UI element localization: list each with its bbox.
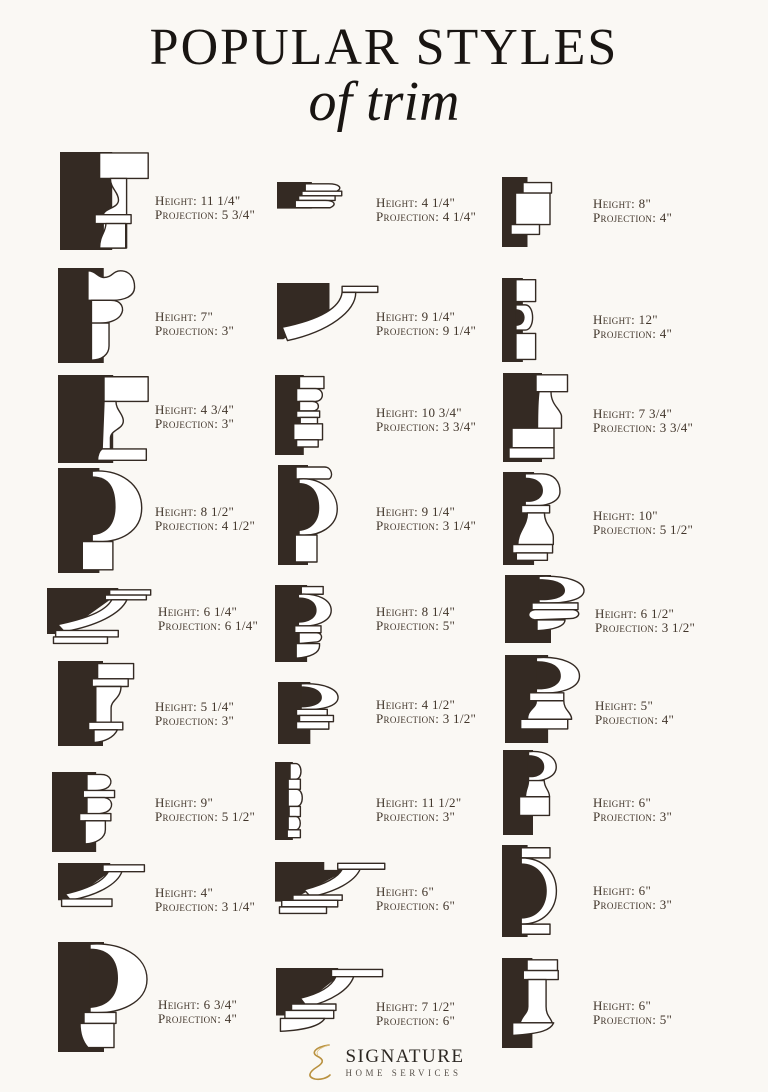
trim-specs: [376, 796, 461, 824]
trim-specs: [155, 886, 255, 914]
trim-projection: Projection: 3 3/4": [593, 420, 694, 435]
trim-height: Height: 8 1/4": [376, 604, 456, 619]
s-flourish-icon: [303, 1042, 337, 1082]
trim-height: Height: 9 1/4": [376, 504, 456, 519]
trim-specs: [593, 407, 693, 435]
trim-projection: Projection: 4 1/4": [376, 209, 477, 224]
trim-projection: Projection: 4 1/2": [155, 518, 256, 533]
trim-projection: Projection: 5": [593, 1012, 673, 1027]
trim-profile-drawing: [52, 772, 144, 852]
trim-projection: Projection: 4": [593, 210, 673, 225]
trim-profile-drawing: [505, 655, 603, 743]
trim-item: [503, 472, 577, 565]
trim-item: [275, 762, 322, 840]
trim-item: [503, 750, 578, 835]
trim-profile-drawing: [278, 465, 353, 565]
trim-specs: [593, 999, 672, 1027]
trim-profile-drawing: [58, 942, 158, 1052]
trim-profile-drawing: [275, 762, 322, 840]
trim-specs: [376, 406, 476, 434]
trim-item: [276, 968, 387, 1040]
trim-projection: Projection: 3 1/2": [376, 711, 477, 726]
trim-profile-drawing: [502, 958, 578, 1048]
trim-height: Height: 11 1/2": [376, 795, 462, 810]
trim-projection: Projection: 3": [376, 809, 456, 824]
trim-height: Height: 4 3/4": [155, 402, 235, 417]
brand-footer: [0, 1042, 768, 1082]
trim-height: Height: 10 3/4": [376, 405, 462, 420]
trim-item: [58, 863, 148, 925]
trim-specs: [158, 605, 258, 633]
trim-projection: Projection: 4": [595, 712, 675, 727]
trim-projection: Projection: 5 1/2": [155, 809, 256, 824]
trim-specs: [376, 698, 476, 726]
trim-specs: [155, 310, 234, 338]
trim-projection: Projection: 3 1/2": [595, 620, 696, 635]
trim-height: Height: 8 1/2": [155, 504, 235, 519]
trim-item: [58, 468, 148, 573]
logo-tagline: HOME SERVICES: [345, 1068, 462, 1078]
trim-specs: [376, 196, 476, 224]
trim-profile-drawing: [275, 585, 348, 662]
trim-height: Height: 4 1/2": [376, 697, 456, 712]
trim-item: [278, 465, 353, 565]
trim-projection: Projection: 6": [376, 1013, 456, 1028]
trim-item: [278, 682, 355, 744]
trim-height: Height: 11 1/4": [155, 193, 241, 208]
trim-profile-drawing: [502, 845, 582, 937]
trim-item: [502, 177, 577, 247]
trim-specs: [376, 310, 476, 338]
trim-profile-drawing: [502, 177, 577, 247]
trim-specs: [155, 505, 255, 533]
trim-projection: Projection: 3": [155, 416, 235, 431]
trim-projection: Projection: 5": [376, 618, 456, 633]
trim-specs: [155, 700, 234, 728]
trim-item: [505, 575, 605, 643]
trim-specs: [155, 403, 234, 431]
trim-height: Height: 8": [593, 196, 652, 211]
trim-item: [275, 862, 387, 928]
trim-profile-drawing: [277, 283, 382, 350]
trim-height: Height: 12": [593, 312, 658, 327]
trim-projection: Projection: 6 1/4": [158, 618, 259, 633]
trim-height: Height: 6 1/2": [595, 606, 675, 621]
trim-projection: Projection: 3": [593, 809, 673, 824]
trim-specs: [376, 1000, 455, 1028]
trim-height: Height: 5 1/4": [155, 699, 235, 714]
trim-specs: [595, 607, 695, 635]
trim-specs: [593, 313, 672, 341]
trim-item: [502, 845, 582, 937]
trim-projection: Projection: 5 3/4": [155, 207, 256, 222]
trim-projection: Projection: 3": [155, 713, 235, 728]
trim-projection: Projection: 4": [593, 326, 673, 341]
trim-height: Height: 6": [376, 884, 435, 899]
trim-profile-drawing: [276, 968, 387, 1040]
trim-profile-drawing: [278, 682, 355, 744]
trim-height: Height: 6": [593, 883, 652, 898]
trim-item: [275, 585, 348, 662]
trim-profile-drawing: [58, 375, 150, 463]
trim-height: Height: 4 1/4": [376, 195, 456, 210]
trim-profile-drawing: [505, 575, 605, 643]
trim-item: [277, 283, 382, 350]
trim-specs: [593, 509, 693, 537]
trim-item: [58, 942, 158, 1052]
trim-profile-drawing: [58, 661, 148, 746]
page-subtitle: of trim: [308, 71, 460, 133]
trim-item: [502, 958, 578, 1048]
trim-specs: [158, 998, 237, 1026]
trim-profile-drawing: [47, 588, 155, 647]
trim-projection: Projection: 3 1/4": [376, 518, 477, 533]
trim-specs: [595, 699, 674, 727]
trim-profile-drawing: [58, 863, 148, 925]
trim-item: [58, 661, 148, 746]
trim-specs: [376, 605, 455, 633]
trim-profile-drawing: [58, 268, 146, 363]
trim-height: Height: 6 1/4": [158, 604, 238, 619]
trim-profile-drawing: [503, 750, 578, 835]
trim-item: [47, 588, 155, 647]
trim-specs: [155, 796, 255, 824]
trim-specs: [376, 505, 476, 533]
trim-item: [58, 375, 150, 463]
trim-height: Height: 9": [155, 795, 214, 810]
trim-height: Height: 4": [155, 885, 214, 900]
trim-height: Height: 7 3/4": [593, 406, 673, 421]
trim-height: Height: 5": [595, 698, 654, 713]
trim-height: Height: 7 1/2": [376, 999, 456, 1014]
trim-profile-drawing: [277, 182, 360, 228]
logo-name: SIGNATURE: [345, 1046, 465, 1067]
trim-projection: Projection: 4": [158, 1011, 238, 1026]
trim-specs: [593, 884, 672, 912]
trim-height: Height: 9 1/4": [376, 309, 456, 324]
trim-profile-drawing: [275, 862, 387, 928]
trim-item: [60, 152, 150, 250]
trim-projection: Projection: 5 1/2": [593, 522, 694, 537]
trim-projection: Projection: 6": [376, 898, 456, 913]
trim-specs: [155, 194, 255, 222]
trim-profile-drawing: [502, 278, 560, 362]
trim-specs: [376, 885, 455, 913]
trim-profile-drawing: [58, 468, 148, 573]
trim-projection: Projection: 3": [593, 897, 673, 912]
trim-height: Height: 6 3/4": [158, 997, 238, 1012]
trim-projection: Projection: 9 1/4": [376, 323, 477, 338]
trim-item: [277, 182, 360, 228]
trim-item: [503, 373, 578, 462]
trim-projection: Projection: 3 3/4": [376, 419, 477, 434]
trim-projection: Projection: 3 1/4": [155, 899, 256, 914]
trim-item: [502, 278, 560, 362]
trim-profile-drawing: [275, 375, 347, 455]
trim-item: [52, 772, 144, 852]
trim-specs: [593, 796, 672, 824]
trim-height: Height: 7": [155, 309, 214, 324]
trim-specs: [593, 197, 672, 225]
trim-projection: Projection: 3": [155, 323, 235, 338]
trim-height: Height: 6": [593, 795, 652, 810]
trim-height: Height: 10": [593, 508, 658, 523]
trim-profile-drawing: [60, 152, 150, 250]
trim-item: [58, 268, 146, 363]
trim-item: [275, 375, 347, 455]
trim-profile-drawing: [503, 373, 578, 462]
trim-profile-drawing: [503, 472, 577, 565]
trim-item: [505, 655, 603, 743]
trim-height: Height: 6": [593, 998, 652, 1013]
page-title: POPULAR STYLES: [149, 19, 619, 76]
